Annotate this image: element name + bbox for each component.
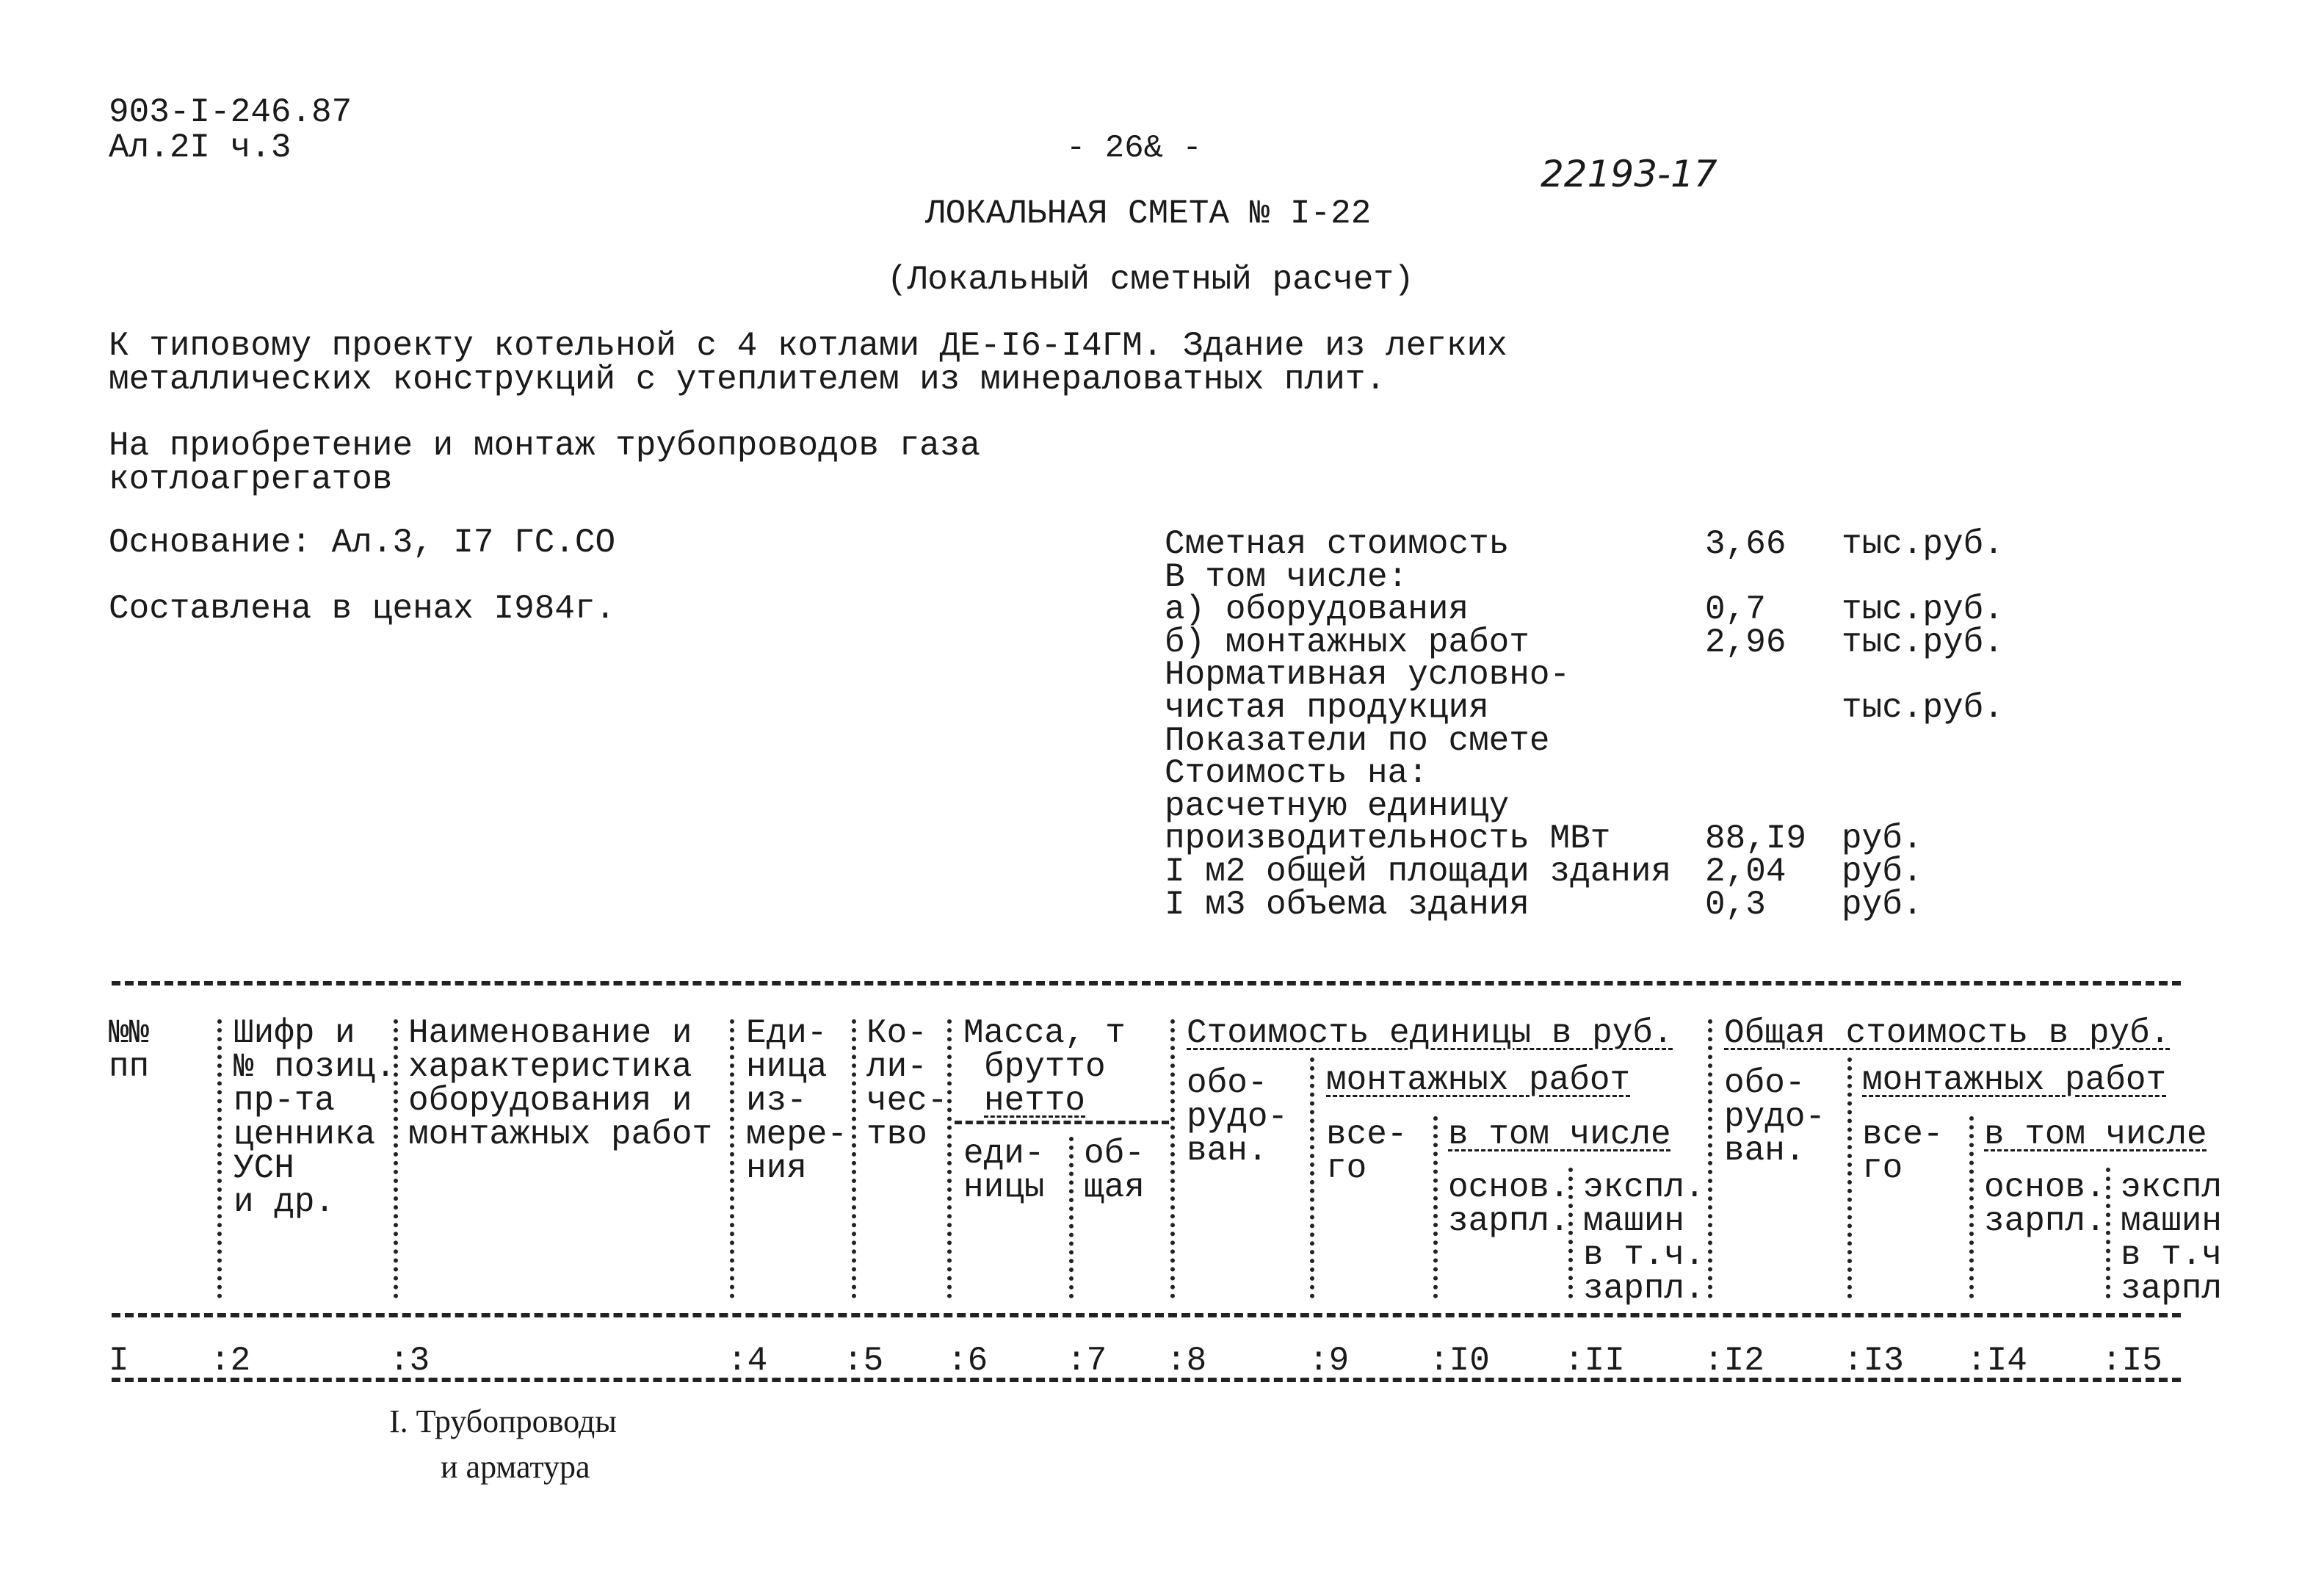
unitcost-install-separator bbox=[1310, 1057, 1314, 1298]
col1-line1: №№ bbox=[109, 1014, 150, 1052]
unitcost-mach-l2: машин bbox=[1583, 1202, 1685, 1240]
summary-value: 2,04 bbox=[1705, 853, 1787, 891]
summary-label: Стоимость на: bbox=[1165, 754, 1428, 792]
unitcost-incl: в том числе bbox=[1448, 1115, 1671, 1154]
totalcost-wages-l2: зарпл. bbox=[1984, 1202, 2106, 1240]
column-number: :7 bbox=[1066, 1342, 1107, 1380]
totalcost-all-l1: все- bbox=[1862, 1115, 1944, 1154]
col5-line1: Ко- bbox=[866, 1014, 927, 1052]
summary-unit: руб. bbox=[1842, 886, 1923, 924]
column-number: I bbox=[109, 1342, 129, 1380]
summary-value: 0,3 bbox=[1705, 886, 1766, 924]
doc-code: 903-I-246.87 bbox=[109, 93, 352, 131]
sheet-number: Ал.2I ч.3 bbox=[109, 129, 292, 167]
summary-label: Показатели по смете bbox=[1165, 722, 1550, 760]
summary-label: В том числе: bbox=[1165, 558, 1408, 596]
unitcost-mach-separator bbox=[1568, 1168, 1573, 1298]
col3-line3: оборудования и bbox=[408, 1082, 692, 1120]
purpose-line-2: котлоагрегатов bbox=[109, 460, 393, 499]
col4-separator bbox=[730, 1019, 734, 1298]
summary-unit: тыс.руб. bbox=[1842, 525, 2004, 563]
unitcost-all-l1: все- bbox=[1326, 1115, 1408, 1154]
totalcost-all-l2: го bbox=[1862, 1149, 1903, 1187]
column-number: :8 bbox=[1166, 1342, 1207, 1380]
column-number: :6 bbox=[947, 1342, 988, 1380]
col4-line2: ница bbox=[746, 1048, 828, 1086]
col3-line4: монтажных работ bbox=[408, 1115, 713, 1154]
mass-inner-separator bbox=[1069, 1137, 1074, 1298]
document-title: ЛОКАЛЬНАЯ СМЕТА № I-22 bbox=[925, 195, 1372, 233]
document-subtitle: (Локальный сметный расчет) bbox=[887, 261, 1414, 299]
summary-unit: руб. bbox=[1842, 820, 1923, 858]
column-number: :I3 bbox=[1843, 1342, 1904, 1380]
col2-line6: и др. bbox=[234, 1183, 336, 1221]
col3-line1: Наименование и bbox=[408, 1014, 692, 1052]
totalcost-title: Общая стоимость в руб. bbox=[1724, 1014, 2171, 1052]
unitcost-incl-separator bbox=[1433, 1116, 1438, 1298]
summary-value: 0,7 bbox=[1705, 590, 1766, 629]
totalcost-separator bbox=[1708, 1019, 1712, 1298]
unitcost-install: монтажных работ bbox=[1326, 1061, 1631, 1099]
col2-line1: Шифр и bbox=[234, 1014, 355, 1052]
unitcost-all-l2: го bbox=[1326, 1149, 1367, 1187]
unitcost-wages-l1: основ. bbox=[1448, 1168, 1570, 1207]
section-heading-line2: и арматура bbox=[441, 1449, 590, 1485]
mass-unit-l1: еди- bbox=[963, 1135, 1045, 1173]
unitcost-equip-l3: ван. bbox=[1187, 1132, 1268, 1170]
summary-unit: тыс.руб. bbox=[1842, 590, 2004, 629]
col1-line2: пп bbox=[109, 1048, 150, 1086]
summary-label: производительность МВт bbox=[1165, 820, 1611, 858]
unitcost-wages-l2: зарпл. bbox=[1448, 1202, 1570, 1240]
section-heading-line1: I. Трубопроводы bbox=[389, 1403, 617, 1439]
col2-line5: УСН bbox=[234, 1149, 294, 1187]
totalcost-equip-l2: рудо- bbox=[1724, 1098, 1826, 1136]
totalcost-wages-l1: основ. bbox=[1984, 1168, 2106, 1207]
mass-total-l1: об- bbox=[1084, 1135, 1145, 1173]
handwritten-number: 22193-17 bbox=[1541, 153, 1717, 195]
col5-separator bbox=[852, 1019, 856, 1298]
summary-unit: руб. bbox=[1842, 853, 1923, 891]
col4-line3: из- bbox=[746, 1082, 807, 1120]
col2-separator bbox=[217, 1019, 222, 1298]
col4-line5: ния bbox=[746, 1149, 807, 1187]
summary-unit: тыс.руб. bbox=[1842, 623, 2004, 662]
summary-label: а) оборудования bbox=[1165, 590, 1469, 629]
totalcost-mach-l2: машин bbox=[2121, 1202, 2223, 1240]
mass-netto: нетто bbox=[984, 1082, 1086, 1120]
project-line-2: металлических конструкций с утеплителем из минераловатных плит. bbox=[109, 361, 1386, 399]
mass-separator bbox=[947, 1019, 952, 1298]
summary-label: б) монтажных работ bbox=[1165, 623, 1530, 662]
column-number: :II bbox=[1564, 1342, 1625, 1380]
column-number: :I4 bbox=[1966, 1342, 2027, 1380]
totalcost-incl-separator bbox=[1969, 1116, 1974, 1298]
col5-line3: чес- bbox=[866, 1082, 948, 1120]
totalcost-mach-separator bbox=[2106, 1168, 2110, 1298]
column-number: :I2 bbox=[1704, 1342, 1764, 1380]
totalcost-install-separator bbox=[1847, 1057, 1852, 1298]
summary-value: 2,96 bbox=[1705, 623, 1787, 662]
unitcost-mach-l4: зарпл. bbox=[1583, 1270, 1705, 1308]
price-basis: Составлена в ценах I984г. bbox=[109, 590, 616, 628]
totalcost-mach-l1: экспл bbox=[2121, 1168, 2223, 1207]
col4-line1: Еди- bbox=[746, 1014, 828, 1052]
unitcost-mach-l1: экспл. bbox=[1583, 1168, 1705, 1207]
column-number: :9 bbox=[1308, 1342, 1350, 1380]
unitcost-separator bbox=[1170, 1019, 1175, 1298]
mass-subrule bbox=[955, 1121, 1169, 1124]
summary-value: 3,66 bbox=[1705, 525, 1787, 563]
table-header-bottom-rule bbox=[112, 1313, 2181, 1317]
mass-brutto: брутто bbox=[984, 1048, 1106, 1086]
totalcost-equip-l3: ван. bbox=[1724, 1132, 1806, 1170]
totalcost-mach-l4: зарпл bbox=[2121, 1270, 2223, 1308]
mass-total-l2: щая bbox=[1084, 1168, 1145, 1207]
col3-separator bbox=[394, 1019, 398, 1298]
column-number: :5 bbox=[843, 1342, 884, 1380]
summary-label: чистая продукция bbox=[1165, 689, 1489, 727]
basis: Основание: Ал.3, I7 ГС.СО bbox=[109, 524, 616, 562]
mass-title: Масса, т bbox=[963, 1014, 1126, 1052]
unitcost-title: Стоимость единицы в руб. bbox=[1187, 1014, 1673, 1052]
summary-label: I м2 общей площади здания bbox=[1165, 853, 1672, 891]
unitcost-mach-l3: в т.ч. bbox=[1583, 1236, 1705, 1274]
summary-label: расчетную единицу bbox=[1165, 787, 1510, 825]
summary-label: Сметная стоимость bbox=[1165, 525, 1510, 563]
summary-unit: тыс.руб. bbox=[1842, 689, 2004, 727]
col2-line2: № позиц. bbox=[234, 1048, 396, 1086]
unitcost-equip-l2: рудо- bbox=[1187, 1098, 1289, 1136]
mass-unit-l2: ницы bbox=[963, 1168, 1045, 1207]
column-numbers-rule bbox=[112, 1378, 2181, 1382]
col5-line4: тво bbox=[866, 1115, 927, 1154]
col4-line4: мере- bbox=[746, 1115, 848, 1154]
col2-line3: пр-та bbox=[234, 1082, 336, 1120]
column-number: :3 bbox=[389, 1342, 430, 1380]
column-number: :I5 bbox=[2102, 1342, 2162, 1380]
summary-label: I м3 объема здания bbox=[1165, 886, 1530, 924]
column-number: :I0 bbox=[1429, 1342, 1490, 1380]
col5-line2: ли- bbox=[866, 1048, 927, 1086]
column-number: :4 bbox=[727, 1342, 768, 1380]
summary-label: Нормативная условно- bbox=[1165, 656, 1571, 694]
col3-line2: характеристика bbox=[408, 1048, 692, 1086]
totalcost-mach-l3: в т.ч bbox=[2121, 1236, 2223, 1274]
summary-value: 88,I9 bbox=[1705, 820, 1807, 858]
table-top-rule bbox=[112, 981, 2181, 986]
page-number: - 26& - bbox=[1066, 130, 1202, 167]
project-line-1: К типовому проекту котельной с 4 котлами ДЕ-I6-I4ГМ. Здание из легких bbox=[109, 327, 1507, 365]
totalcost-incl: в том числе bbox=[1984, 1115, 2207, 1154]
totalcost-install: монтажных работ bbox=[1862, 1061, 2167, 1099]
unitcost-equip-l1: обо- bbox=[1187, 1064, 1268, 1102]
purpose-line-1: На приобретение и монтаж трубопроводов газа bbox=[109, 427, 980, 465]
col2-line4: ценника bbox=[234, 1115, 376, 1154]
column-number: :2 bbox=[210, 1342, 251, 1380]
totalcost-equip-l1: обо- bbox=[1724, 1064, 1806, 1102]
